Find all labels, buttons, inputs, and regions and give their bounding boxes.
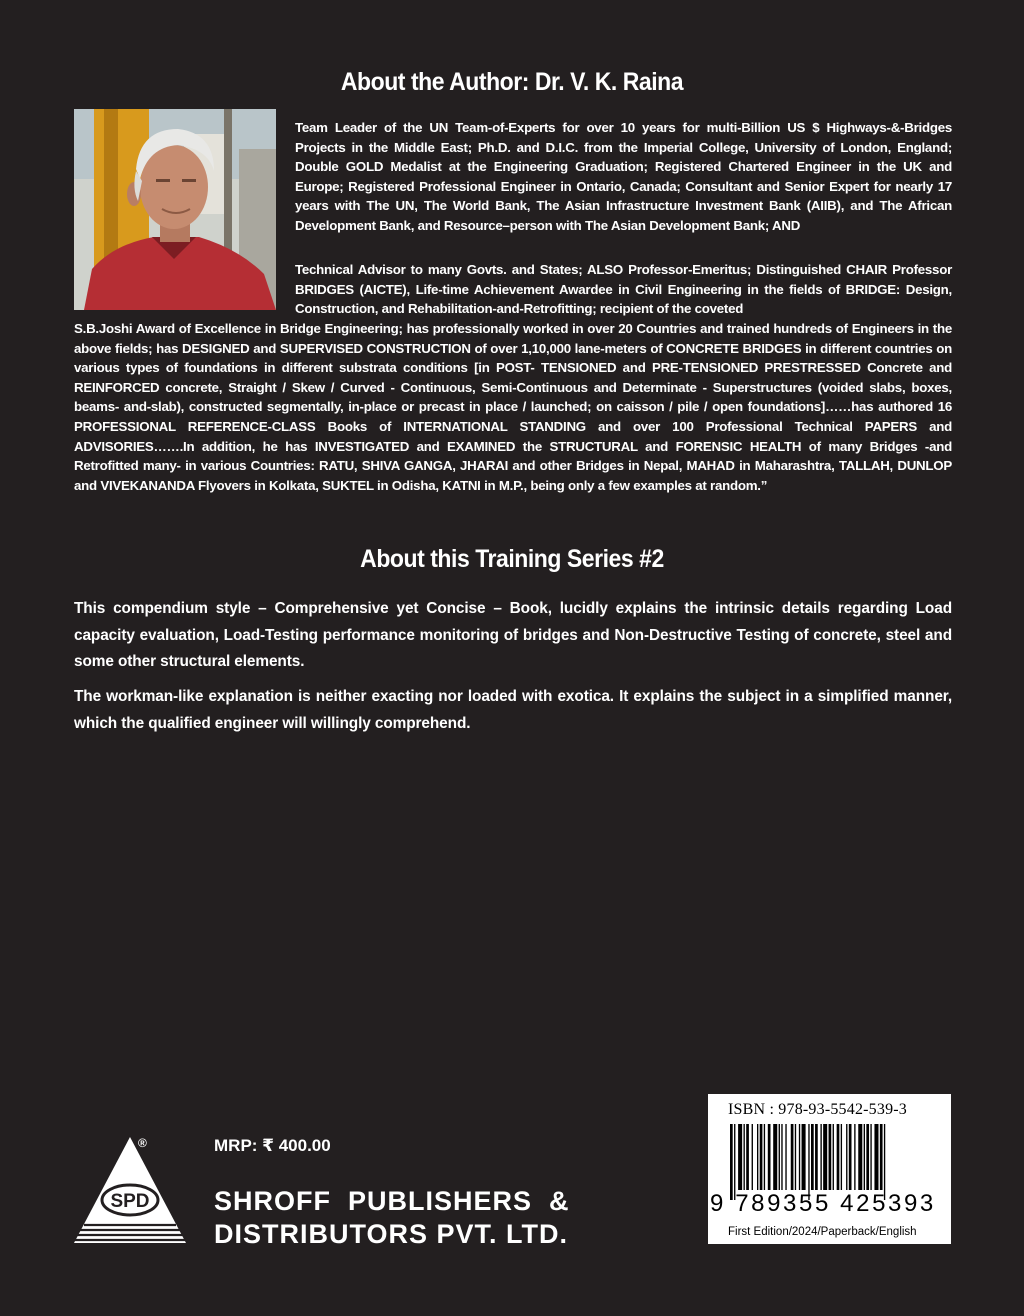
barcode-bar (854, 1124, 855, 1190)
spd-logo (74, 1133, 190, 1247)
publisher-name-line-1: SHROFF PUBLISHERS & (214, 1186, 570, 1216)
barcode-bar (785, 1124, 786, 1190)
barcode-bar (833, 1124, 834, 1190)
barcode-bar (744, 1124, 745, 1190)
publisher-name-line-2: DISTRIBUTORS PVT. LTD. (214, 1219, 569, 1249)
series-paragraph-2: The workman-like explanation is neither exacting nor loaded with exotica. It explains the subject in a simplified manner, which the qualified engineer will willingly comprehend. (74, 688, 952, 732)
barcode-bar (823, 1124, 827, 1190)
isbn-barcode-box (708, 1094, 951, 1244)
barcode-bar (781, 1124, 782, 1190)
barcode-bar (864, 1124, 865, 1190)
barcode-bar (811, 1124, 814, 1190)
barcode-bar (746, 1124, 749, 1190)
barcode-bar (808, 1124, 809, 1200)
barcode-bar (820, 1124, 821, 1190)
barcode-bar (866, 1124, 869, 1190)
barcode-bar (799, 1124, 800, 1190)
barcode-bar (734, 1124, 735, 1200)
barcode-bar (880, 1124, 883, 1190)
barcode-bar (849, 1124, 852, 1190)
barcode-bar (870, 1124, 871, 1190)
barcode-bar (802, 1124, 806, 1190)
barcode-bar (730, 1124, 733, 1200)
author-heading: About the Author: Dr. V. K. Raina (340, 68, 684, 96)
barcode-bar (795, 1124, 796, 1190)
barcode-bar (791, 1124, 794, 1190)
author-bio-paragraph-1: Team Leader of the UN Team-of-Experts for over 10 years for multi-Billion US $ Highways-&-Bridges Projects in the Middle East; Ph.D. and D.I.C. from the Imperial College, University of London, England; Double GOLD Medalist at the Engineering Graduation; Registered Chartered Engineer in the UK and Europe; Registered Professional Engineer in Ontario, Canada; Consultant and Senior Expert for nearly 17 years with The UN, The World Bank, The Asian Infrastructure Investment Bank (AIIB), and The African Development Bank, and Resource–person with The Asian Development Bank; AND (295, 120, 952, 233)
barcode-bar (837, 1124, 840, 1190)
barcode-bar (768, 1124, 771, 1190)
barcode-bar (779, 1124, 780, 1190)
barcode-digits: 9 789355 425393 (710, 1190, 936, 1217)
barcode-bar (773, 1124, 777, 1190)
registered-mark: ® (138, 1136, 147, 1150)
series-paragraph-1: This compendium style – Comprehensive yet Concise – Book, lucidly explains the intrinsic details regarding Load capacity evaluation, Load-Testing performance monitoring of bridges and Non-Destructive Testing of concrete, steel and some other structural elements. (74, 600, 952, 670)
spd-logo-text: SPD (110, 1191, 150, 1212)
mrp-price: MRP: ₹ 400.00 (214, 1136, 331, 1155)
isbn-text: ISBN : 978-93-5542-539-3 (728, 1101, 908, 1118)
barcode-bar (841, 1124, 842, 1190)
barcode-bar (760, 1124, 763, 1190)
author-bio-paragraph-2-continued: S.B.Joshi Award of Excellence in Bridge Engineering; has professionally worked in over 20 Countries and trained hundreds of Engineers in the above fields; has DESIGNED and SUPERVISED CONSTRUCTION of over 1,10,000 lane-meters of CONCRETE BRIDGES in different countries on various types of foundations in different substrata conditions [in POST- TENSIONED and PRE-TENSIONED PRESTRESSED Concrete and REINFORCED concrete, Straight / Skew / Curved - Continuous, Semi-Continuous and Determinate - Superstructures (voided slabs, boxes, beams- and-slab), constructed segmentally, in-place or precast in place / launched; on caisson / pile / open foundations]……has authored 16 PROFESSIONAL REFERENCE-CLASS Books of INTERNATIONAL STANDING and over 100 Professional Technical PAPERS and ADVISORIES…….In addition, he has INVESTIGATED and EXAMINED the STRUCTURAL and FORENSIC HEALTH of many Bridges -and Retrofitted many- in various Countries: RATU, SHIVA GANGA, JHARAI and other Bridges in Nepal, MAHAD in Maharashtra, TALLAH, DUNLOP and VIVEKANANDA Flyovers in Kolkata, SUKTEL in Odisha, KATNI in M.P., being only a few examples at random.” (74, 321, 952, 493)
author-bio-paragraph-2-start: Technical Advisor to many Govts. and States; ALSO Professor-Emeritus; Distinguished CHAIR Professor BRIDGES (AICTE), Life-time Achievement Awardee in Civil Engineering in the fields of BRIDGE: Design, Construction, and Rehabilitation-and-Retrofitting; recipient of the coveted (295, 262, 952, 317)
barcode-bar (815, 1124, 818, 1190)
edition-info: First Edition/2024/Paperback/English (728, 1226, 917, 1238)
barcode-bars (708, 1124, 951, 1200)
author-photo (74, 109, 276, 310)
barcode-bar (757, 1124, 758, 1190)
barcode-bar (884, 1124, 885, 1200)
barcode-bar (738, 1124, 742, 1190)
barcode-bar (874, 1124, 878, 1190)
barcode-bar (846, 1124, 847, 1190)
barcode-bar (764, 1124, 765, 1190)
barcode-bar (752, 1124, 753, 1190)
series-heading: About this Training Series #2 (360, 545, 664, 573)
barcode-bar (829, 1124, 832, 1190)
barcode-bar (858, 1124, 862, 1190)
